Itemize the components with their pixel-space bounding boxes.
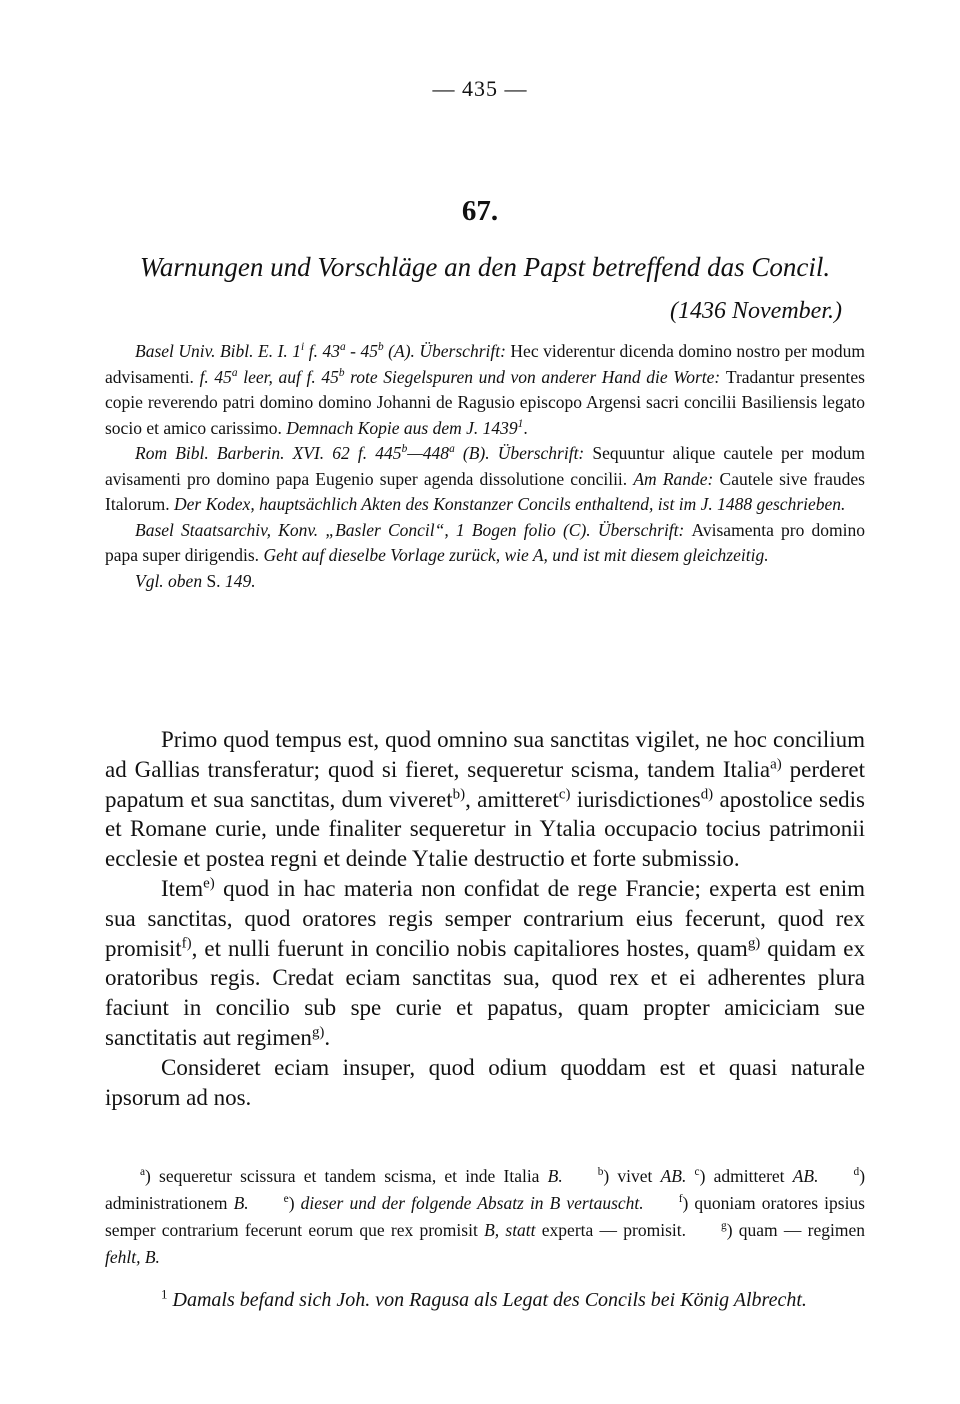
footnote-1: $^1$ Damals befand sich Joh. von Ragusa als Legat des Concils bei König Albrecht.: [161, 1286, 807, 1311]
source-entry-a: Basel Univ. Bibl. E. I. 1$^i$ f. 43$^a$ - 45$^b$ (A). Überschrift: Hec viderentur dicenda domino nostro per modum advisamenti. f. 45$^a$ leer, auf f. 45$^b$ rote Siegelspuren und von anderer Hand die Worte: Tradantur presentes copie reverendo patri domino domino Johanni de Ragusio episcopo Argensi sacri concilii Basiliensis legato socio et amico carissimo. Demnach Kopie aus dem J. 1439$^1$.: [105, 341, 865, 438]
document-number: 67.: [461, 195, 499, 227]
paragraph-1: Primo quod tempus est, quod omnino sua sanctitas vigilet, ne hoc concilium ad Gallias transferatur; quod si fieret, sequeretur scisma, tandem Italia$^{a)}$ perderet papatum et sua sanctitas, dum viveret$^{b)}$, amitteret$^{c)}$ iurisdictiones$^{d)}$ apostolice sedis et Romane curie, unde finaliter sequeretur in Ytalia occupacio tocius patrimonii ecclesie et postea regni et deinde Ytalie destructio et forte submissio.: [105, 727, 865, 872]
critical-apparatus: [105, 1163, 865, 1271]
source-entry-reference: Vgl. oben S. 149.: [135, 570, 256, 591]
paragraph-2: Item$^{e)}$ quod in hac materia non confidat de rege Francie; experta est enim sua sanctitas, quod oratores regis semper contrarium eius fecerunt, quod rex promisit$^{f)}$, et nulli fuerunt in concilio nobis capitaliores hostes, quam$^{g)}$ quidam ex oratoribus regis. Credat eciam sanctitas sua, quod rex et ei adherentes plura faciunt in concilio sub spe curie et papatus, quam propter amiciciam sue sanctitatis aut regimen$^{g)}$.: [105, 875, 865, 1050]
paragraph-3: Consideret eciam insuper, quod odium quoddam est et quasi naturale ipsorum ad nos.: [105, 1054, 865, 1110]
main-text: [105, 725, 865, 1112]
page-number: — 435 —: [432, 76, 528, 101]
document-date: (1436 November.): [670, 298, 842, 324]
source-notes: [105, 339, 865, 594]
document-title: Warnungen und Vorschläge an den Papst betreffend das Concil.: [139, 252, 831, 282]
source-entry-b: Rom Bibl. Barberin. XVI. 62 f. 445$^b$—448$^a$ (B). Überschrift: Sequuntur alique cautele per modum avisamenti pro domino papa Eugenio super agenda dissolutione concilii. Am Rande: Cautele sive fraudes Italorum. Der Kodex, hauptsächlich Akten des Konstanzer Concils enthaltend, ist im J. 1488 geschrieben.: [105, 443, 865, 514]
source-entry-c: Basel Staatsarchiv, Konv. „Basler Concil“, 1 Bogen folio (C). Überschrift: Avisamenta pro domino papa super dirigendis. Geht auf dieselbe Vorlage zurück, wie A, und ist mit diesem gleichzeitig.: [105, 519, 865, 565]
apparatus-notes: $^a$) sequeretur scissura et tandem scisma, et inde Italia B. $^b$) vivet AB. $^c$) admitteret AB. $^d$) administrationem B. $^e$) dieser und der folgende Absatz in B vertauscht. $^f$) quoniam oratores ipsius semper contrarium fecerunt eorum que rex promisit B, statt experta — promisit. $^g$) quam — regimen fehlt, B.: [105, 1166, 866, 1267]
